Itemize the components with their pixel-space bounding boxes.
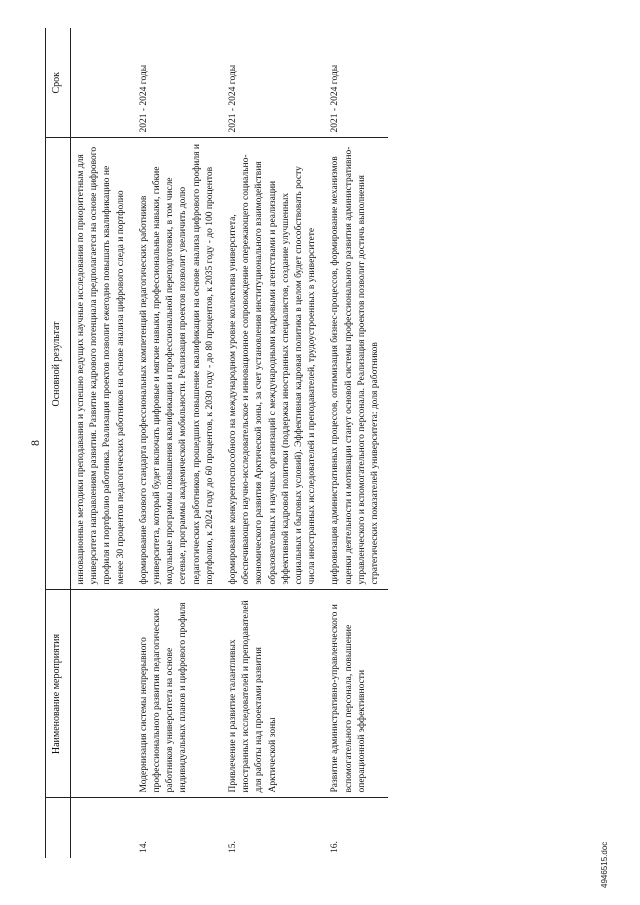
- table-row: [325, 28, 388, 858]
- row-result: инновационные методики преподавания и успешно ведущих научные исследования по приоритетным для университета направлениям развития. Развитие кадрового потенциала предполагается на основе цифрового профиля и портфолио работника. Реализация проектов позволит ежегодно повышать квалификацию не менее 30 процентов педагогических работников на основе анализа цифрового следа и портфолио: [71, 138, 134, 590]
- table-row: [134, 28, 223, 858]
- row-name: Развитие административно-управленческого и вспомогательного персонала, повышение операционной эффективности: [325, 590, 388, 798]
- row-term: [71, 28, 134, 138]
- page-number: 8: [28, 440, 42, 446]
- row-name: Привлечение и развитие талантливых иностранных исследователей и преподавателей для работы над проектами развития Арктической зоны: [223, 590, 325, 798]
- row-name: Модернизация системы непрерывного профессионального развития педагогических работников университета на основе индивидуальных планов и цифрового профиля: [134, 590, 223, 798]
- table-header-row: [46, 28, 71, 858]
- row-name: [71, 590, 134, 798]
- document-code: 4946515.doc: [600, 841, 609, 888]
- measures-table: [45, 28, 388, 858]
- rotated-page: [28, 28, 609, 888]
- row-num: 14.: [138, 841, 149, 853]
- row-result: цифровизация административных процессов, оптимизация бизнес-процессов, формирование механизмов оценки деятельности и мотивации станут основой системы профессионального развития административно-управленческого и вспомогательного персонала. Реализация проектов позволит достичь выполнения стратегических показателей университета: доля работников: [325, 138, 388, 590]
- header-term: Срок: [46, 28, 71, 138]
- row-result: формирование базового стандарта профессиональных компетенций педагогических работников университета, который будет включать цифровые и мягкие навыки, профессиональные навыки, гибкие модульные программы повышения квалификации и профессиональной переподготовки, в том числе сетевые, программы академической мобильности. Реализация проектов позволит увеличить долю педагогических работников, прошедших повышение квалификации на основе анализа цифрового профиля и портфолио, к 2024 году до 60 процентов, к 2030 году - до 80 процентов, к 2035 году - до 100 процентов: [134, 138, 223, 590]
- row-num: [71, 798, 134, 858]
- header-result: Основной результат: [46, 138, 71, 590]
- row-term: 2021 - 2024 годы: [134, 28, 223, 138]
- row-num: 16.: [330, 841, 341, 853]
- header-name: Наименование мероприятия: [46, 590, 71, 798]
- row-num: 15.: [228, 841, 239, 853]
- row-term: 2021 - 2024 годы: [223, 28, 325, 138]
- table-row: [71, 28, 134, 858]
- row-result: формирование конкурентоспособного на международном уровне коллектива университета, обеспечивающего научно-исследовательское и инновационное сопровождение опережающего социально-экономического развития Арктической зоны, за счет установления институционального взаимодействия образовательных и научных организаций с международными кадровыми агентствами и реализации эффективной кадровой политики (поддержка иностранных специалистов, создание улучшенных социальных и бытовых условий). Эффективная кадровая политика в целом будет способствовать росту числа иностранных исследователей и преподавателей, трудоустроенных в университете: [223, 138, 325, 590]
- table-row: [223, 28, 325, 858]
- header-num: [46, 798, 71, 858]
- row-term: 2021 - 2024 годы: [325, 28, 388, 138]
